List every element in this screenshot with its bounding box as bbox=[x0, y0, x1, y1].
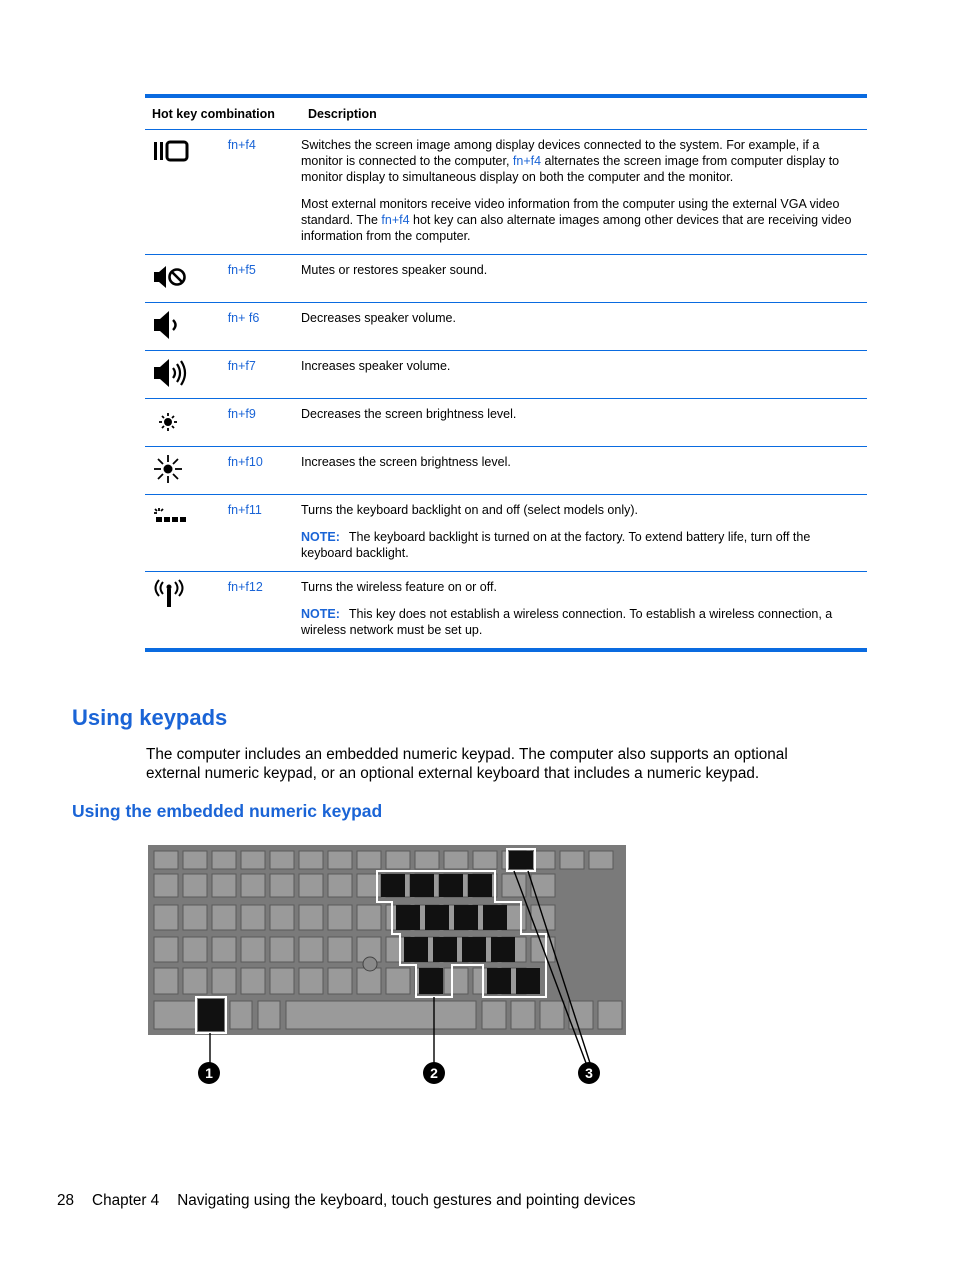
keyboard-key bbox=[482, 1001, 506, 1029]
description-text: Decreases speaker volume. bbox=[301, 311, 456, 325]
keyboard-key bbox=[241, 968, 265, 994]
keyboard-key bbox=[299, 851, 323, 869]
keyboard-key bbox=[212, 874, 236, 897]
keyboard-key bbox=[299, 905, 323, 930]
keyboard-key bbox=[241, 937, 265, 962]
hotkey-label: fn+f9 bbox=[227, 407, 256, 421]
keyboard-key bbox=[415, 851, 439, 869]
keyboard-backlight-icon bbox=[152, 502, 190, 532]
keyboard-key bbox=[328, 905, 352, 930]
brightness-up-icon bbox=[152, 454, 190, 484]
keyboard-key bbox=[598, 1001, 622, 1029]
keyboard-key bbox=[328, 937, 352, 962]
keyboard-key bbox=[386, 968, 410, 994]
description-text: Mutes or restores speaker sound. bbox=[301, 263, 488, 277]
note bbox=[301, 529, 859, 561]
hotkey-label: fn+f7 bbox=[227, 359, 256, 373]
svg-text:1: 1 bbox=[205, 1065, 213, 1081]
keyboard-illustration bbox=[148, 845, 628, 1095]
keyboard-key bbox=[183, 968, 207, 994]
chapter-title: Navigating using the keyboard, touch gestures and pointing devices bbox=[177, 1192, 636, 1209]
keyboard-key bbox=[270, 851, 294, 869]
keyboard-key bbox=[183, 905, 207, 930]
keyboard-key bbox=[270, 937, 294, 962]
keyboard-key bbox=[212, 968, 236, 994]
section-heading: Using keypads bbox=[72, 705, 228, 730]
hotkey-label: fn+f5 bbox=[227, 263, 256, 277]
volume-down-icon bbox=[152, 310, 190, 340]
table-row bbox=[145, 255, 867, 303]
chapter-label: Chapter 4 bbox=[92, 1192, 160, 1209]
hotkey-label: fn+f12 bbox=[227, 580, 263, 594]
keyboard-key bbox=[212, 851, 236, 869]
table-row bbox=[145, 130, 867, 255]
description-paragraph: Most external monitors receive video information from the computer using the external VGA video standard. The fn+f4 hot key can also alternate images among other devices that are receiving video information from the computer. bbox=[301, 197, 852, 243]
table-row bbox=[145, 399, 867, 447]
page-footer bbox=[57, 1192, 636, 1210]
keyboard-key bbox=[540, 1001, 564, 1029]
keyboard-key bbox=[328, 874, 352, 897]
volume-up-icon bbox=[152, 358, 190, 388]
brightness-down-icon bbox=[152, 406, 190, 436]
callout-3 bbox=[578, 1062, 600, 1084]
callout-1 bbox=[198, 1062, 220, 1084]
hotkey-table bbox=[145, 94, 867, 652]
keyboard-key bbox=[154, 968, 178, 994]
keyboard-key bbox=[241, 905, 265, 930]
hotkey-label: fn+ f6 bbox=[227, 311, 260, 325]
description-text: Increases speaker volume. bbox=[301, 359, 451, 373]
hotkey-table-container bbox=[145, 94, 867, 652]
keyboard-key bbox=[444, 851, 468, 869]
description-paragraph: Switches the screen image among display devices connected to the system. For example, if a monitor is connected to the computer, fn+f4 alternates the screen image from computer display to monitor display to simultaneous display on both the computer and the monitor. bbox=[301, 138, 840, 184]
description-text: Turns the wireless feature on or off. bbox=[301, 580, 497, 594]
note-label: NOTE: bbox=[301, 607, 340, 621]
keyboard-key bbox=[357, 905, 381, 930]
keyboard-key bbox=[154, 874, 178, 897]
keyboard-key bbox=[183, 851, 207, 869]
inline-hotkey: fn+f4 bbox=[512, 154, 542, 168]
keyboard-key bbox=[154, 1001, 196, 1029]
keyboard-key bbox=[569, 1001, 593, 1029]
keyboard-key bbox=[299, 874, 323, 897]
keyboard-key bbox=[328, 968, 352, 994]
note-label: NOTE: bbox=[301, 530, 340, 544]
wireless-icon bbox=[152, 579, 190, 609]
inline-hotkey: fn+f4 bbox=[381, 213, 410, 227]
keyboard-key bbox=[473, 851, 497, 869]
section-intro: The computer includes an embedded numeric keypad. The computer also supports an optional external numeric keypad, or an optional external keyboard that includes a numeric keypad. bbox=[146, 746, 788, 782]
table-header-row bbox=[145, 96, 867, 130]
keyboard-key bbox=[286, 1001, 476, 1029]
keyboard-key bbox=[258, 1001, 280, 1029]
hotkey-label: fn+f10 bbox=[227, 455, 263, 469]
keyboard-key bbox=[241, 874, 265, 897]
keyboard-key bbox=[154, 937, 178, 962]
keyboard-key bbox=[183, 937, 207, 962]
keyboard-key bbox=[241, 851, 265, 869]
table-row bbox=[145, 495, 867, 572]
keyboard-key bbox=[154, 851, 178, 869]
table-row bbox=[145, 351, 867, 399]
table-row bbox=[145, 572, 867, 651]
callout-2 bbox=[423, 1062, 445, 1084]
svg-text:2: 2 bbox=[430, 1065, 438, 1081]
keyboard-key bbox=[589, 851, 613, 869]
hotkey-label: fn+f4 bbox=[227, 138, 256, 152]
keyboard-key bbox=[270, 874, 294, 897]
keyboard-key bbox=[183, 874, 207, 897]
keyboard-key bbox=[270, 905, 294, 930]
table-row bbox=[145, 303, 867, 351]
keyboard-key bbox=[328, 851, 352, 869]
description-text: Decreases the screen brightness level. bbox=[301, 407, 517, 421]
keyboard-key bbox=[212, 937, 236, 962]
note bbox=[301, 606, 859, 638]
header-hotkey: Hot key combination bbox=[152, 107, 275, 121]
keyboard-key bbox=[560, 851, 584, 869]
pointing-stick bbox=[363, 957, 377, 971]
keyboard-key bbox=[299, 968, 323, 994]
keyboard-key bbox=[154, 905, 178, 930]
keyboard-key bbox=[212, 905, 236, 930]
keyboard-key bbox=[386, 851, 410, 869]
description-text: Turns the keyboard backlight on and off (select models only). bbox=[301, 503, 638, 517]
mute-icon bbox=[152, 262, 190, 292]
keyboard-key bbox=[230, 1001, 252, 1029]
hotkey-label: fn+f11 bbox=[227, 503, 262, 517]
display-switch-icon bbox=[152, 137, 190, 167]
svg-text:3: 3 bbox=[585, 1065, 593, 1081]
page-number: 28 bbox=[57, 1192, 75, 1209]
header-description: Description bbox=[308, 107, 377, 121]
description-text: Increases the screen brightness level. bbox=[301, 455, 511, 469]
keyboard-key bbox=[270, 968, 294, 994]
note-text: The keyboard backlight is turned on at the factory. To extend battery life, turn off the keyboard backlight. bbox=[301, 530, 811, 560]
keyboard-key bbox=[299, 937, 323, 962]
keyboard-key bbox=[511, 1001, 535, 1029]
note-text: This key does not establish a wireless connection. To establish a wireless connection, a wireless network must be set up. bbox=[301, 607, 833, 637]
keyboard-key bbox=[357, 851, 381, 869]
subsection-heading: Using the embedded numeric keypad bbox=[72, 801, 383, 821]
table-row bbox=[145, 447, 867, 495]
keyboard-key bbox=[444, 968, 468, 994]
keyboard-key bbox=[357, 968, 381, 994]
